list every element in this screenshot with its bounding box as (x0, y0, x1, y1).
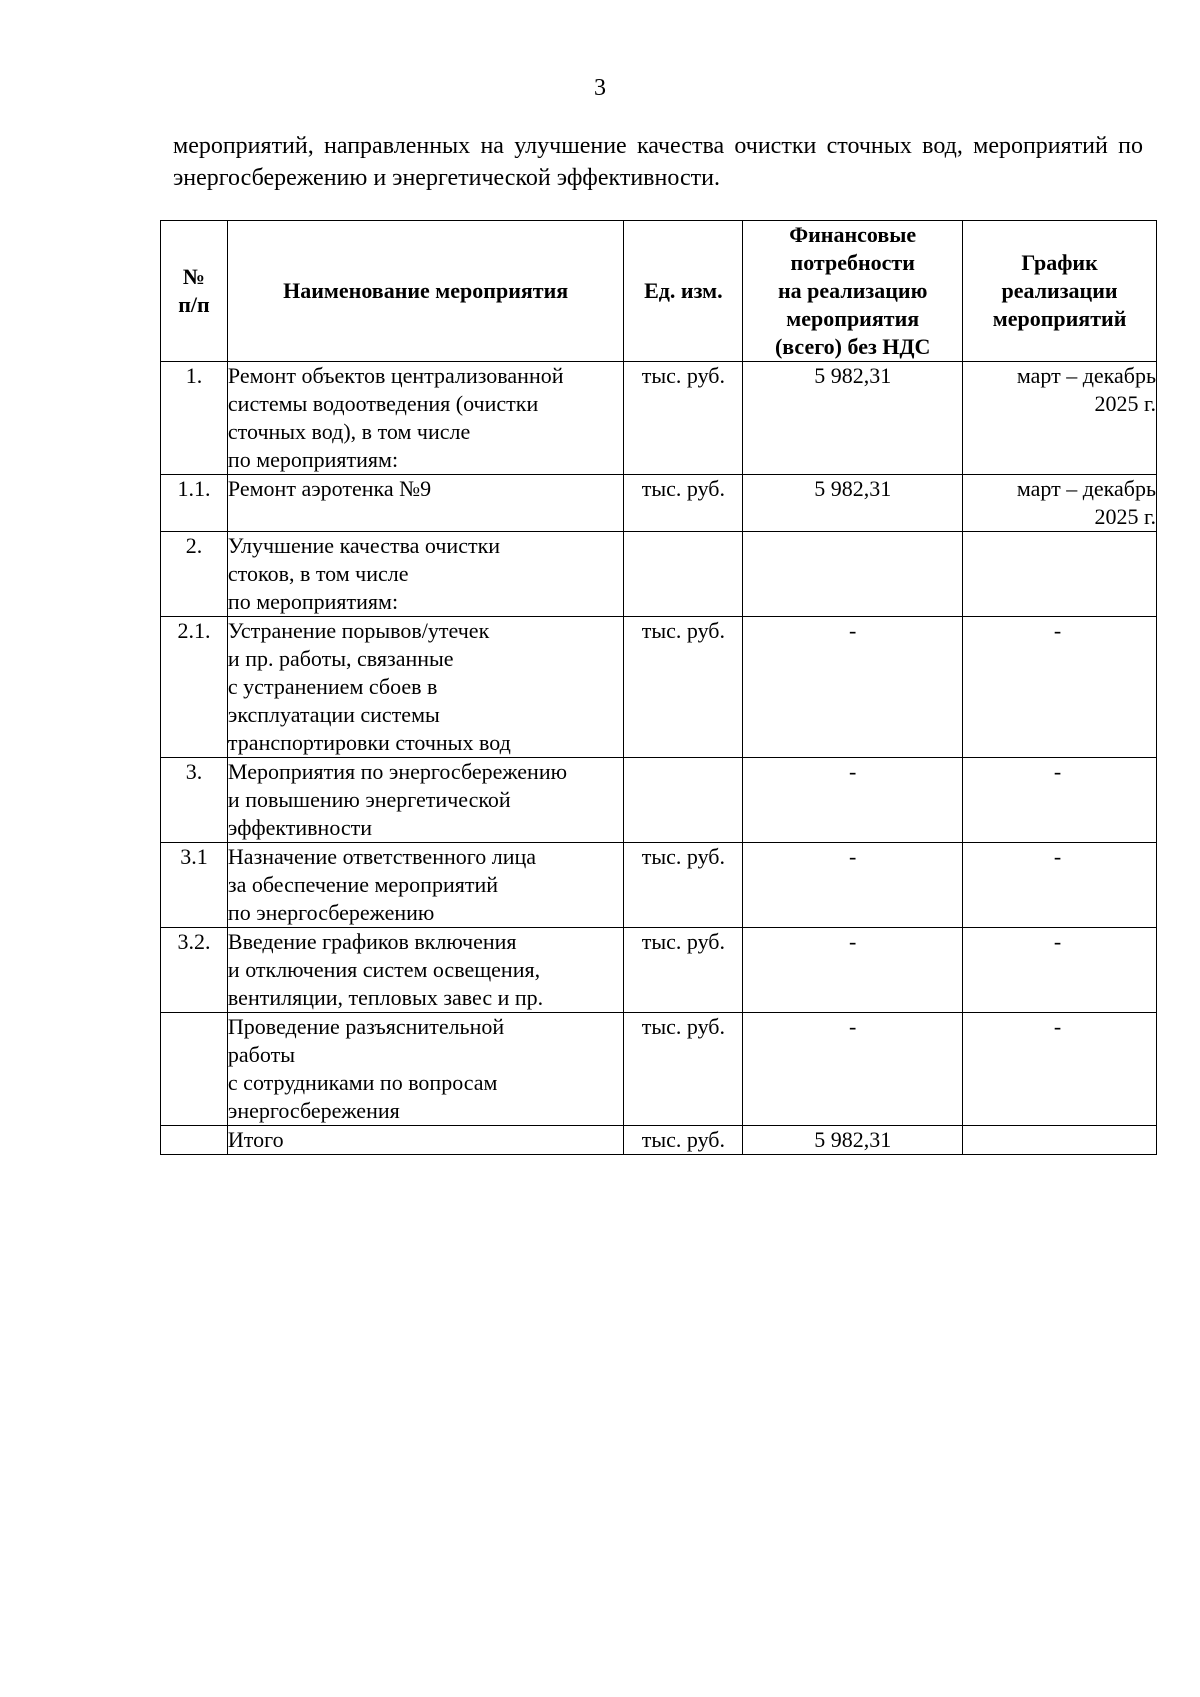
cell-schedule: - (963, 617, 1157, 758)
cell-name: Ремонт объектов централизованной системы водоотведения (очистки сточных вод), в том числе по мероприятиям: (227, 362, 623, 475)
cell-schedule: - (963, 758, 1157, 843)
cell-finance: 5 982,31 (743, 1126, 963, 1155)
cell-schedule: - (963, 1013, 1157, 1126)
table-header (161, 221, 1157, 362)
cell-schedule: март – декабрь 2025 г. (963, 475, 1157, 532)
header-schedule: График реализации мероприятий (963, 221, 1157, 362)
cell-schedule: март – декабрь 2025 г. (963, 362, 1157, 475)
table-row-total (161, 1126, 1157, 1155)
cell-unit (624, 758, 743, 843)
cell-num: 3.2. (161, 928, 228, 1013)
table-row (161, 532, 1157, 617)
cell-unit: тыс. руб. (624, 362, 743, 475)
cell-finance (743, 532, 963, 617)
cell-name: Назначение ответственного лица за обеспечение мероприятий по энергосбережению (227, 843, 623, 928)
cell-unit (624, 532, 743, 617)
cell-num: 2. (161, 532, 228, 617)
intro-paragraph: мероприятий, направленных на улучшение качества очистки сточных вод, мероприятий по энергосбережению и энергетической эффективности. (173, 133, 1143, 191)
cell-schedule: - (963, 843, 1157, 928)
cell-schedule (963, 532, 1157, 617)
cell-finance: - (743, 758, 963, 843)
cell-unit: тыс. руб. (624, 617, 743, 758)
cell-name: Устранение порывов/утечек и пр. работы, связанные с устранением сбоев в эксплуатации системы транспортировки сточных вод (227, 617, 623, 758)
measures-table (160, 220, 1157, 1155)
cell-name: Итого (227, 1126, 623, 1155)
table-row (161, 475, 1157, 532)
cell-finance: 5 982,31 (743, 475, 963, 532)
cell-name: Улучшение качества очистки стоков, в том числе по мероприятиям: (227, 532, 623, 617)
cell-unit: тыс. руб. (624, 1126, 743, 1155)
table-row (161, 928, 1157, 1013)
cell-num (161, 1126, 228, 1155)
cell-unit: тыс. руб. (624, 928, 743, 1013)
cell-finance: - (743, 1013, 963, 1126)
cell-finance: - (743, 928, 963, 1013)
header-finance: Финансовые потребности на реализацию мероприятия (всего) без НДС (743, 221, 963, 362)
cell-num: 1. (161, 362, 228, 475)
cell-finance: - (743, 617, 963, 758)
cell-unit: тыс. руб. (624, 843, 743, 928)
page-number: 3 (594, 75, 606, 101)
table-body (161, 362, 1157, 1155)
table-row (161, 617, 1157, 758)
cell-name: Мероприятия по энергосбережению и повышению энергетической эффективности (227, 758, 623, 843)
header-name: Наименование мероприятия (227, 221, 623, 362)
cell-name: Введение графиков включения и отключения систем освещения, вентиляции, тепловых завес и пр. (227, 928, 623, 1013)
header-row (161, 221, 1157, 362)
cell-num: 3.1 (161, 843, 228, 928)
cell-finance: 5 982,31 (743, 362, 963, 475)
cell-name: Проведение разъяснительной работы с сотрудниками по вопросам энергосбережения (227, 1013, 623, 1126)
cell-num: 3. (161, 758, 228, 843)
cell-schedule: - (963, 928, 1157, 1013)
cell-num: 2.1. (161, 617, 228, 758)
table-row (161, 758, 1157, 843)
cell-unit: тыс. руб. (624, 1013, 743, 1126)
cell-num (161, 1013, 228, 1126)
cell-num: 1.1. (161, 475, 228, 532)
table-row (161, 1013, 1157, 1126)
cell-unit: тыс. руб. (624, 475, 743, 532)
header-unit: Ед. изм. (624, 221, 743, 362)
cell-name: Ремонт аэротенка №9 (227, 475, 623, 532)
header-num: № п/п (161, 221, 228, 362)
cell-schedule (963, 1126, 1157, 1155)
table-row (161, 843, 1157, 928)
table-row (161, 362, 1157, 475)
cell-finance: - (743, 843, 963, 928)
